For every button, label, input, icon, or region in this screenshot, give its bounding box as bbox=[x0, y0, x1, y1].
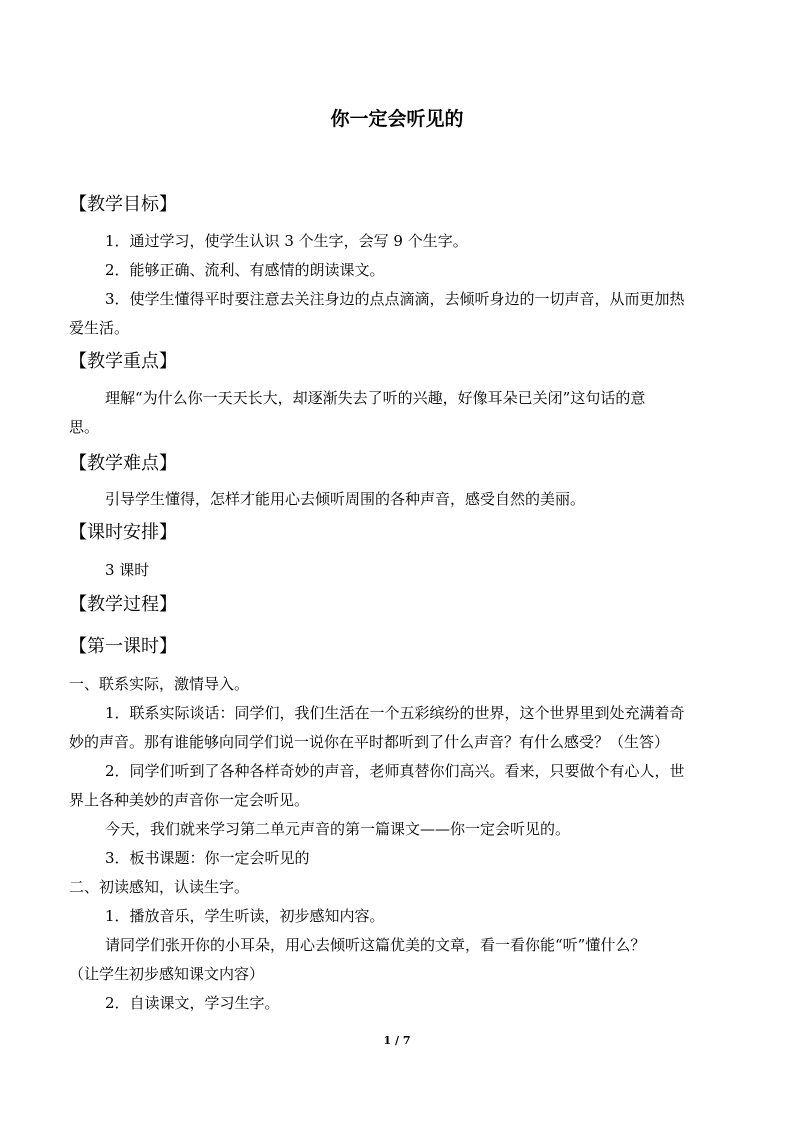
heading-schedule: 【课时安排】 bbox=[69, 522, 177, 543]
goal-item: 1．通过学习，使学生认识 3 个生字，会写 9 个生字。 bbox=[105, 232, 468, 250]
body-paragraph-continuation: 界上各种美妙的声音你一定会听见。 bbox=[69, 791, 310, 809]
heading-teaching-goals: 【教学目标】 bbox=[69, 194, 177, 215]
key-point-text-continuation: 思。 bbox=[69, 418, 100, 436]
body-paragraph: 1．联系实际谈话：同学们，我们生活在一个五彩缤纷的世界，这个世界里到处充满着奇 bbox=[105, 704, 685, 722]
body-paragraph: 今天，我们就来学习第二单元声音的第一篇课文——你一定会听见的。 bbox=[105, 820, 571, 838]
section-heading: 一、联系实际，激情导入。 bbox=[69, 675, 250, 693]
goal-item: 3．使学生懂得平时要注意去关注身边的点点滴滴，去倾听身边的一切声音，从而更加热 bbox=[105, 290, 685, 308]
heading-difficulties: 【教学难点】 bbox=[69, 453, 177, 474]
body-paragraph: 2．自读课文，学习生字。 bbox=[105, 994, 280, 1012]
body-paragraph: 1．播放音乐，学生听读，初步感知内容。 bbox=[105, 907, 385, 925]
body-paragraph: 2．同学们听到了各种各样奇妙的声音，老师真替你们高兴。看来，只要做个有心人，世 bbox=[105, 762, 685, 780]
body-paragraph-continuation: 妙的声音。那有谁能够向同学们说一说你在平时都听到了什么声音？有什么感受？（生答） bbox=[69, 733, 670, 751]
goal-item-continuation: 爱生活。 bbox=[69, 319, 130, 337]
heading-first-lesson: 【第一课时】 bbox=[69, 636, 177, 657]
section-heading: 二、初读感知，认读生字。 bbox=[69, 878, 250, 896]
body-paragraph-continuation: （让学生初步感知课文内容） bbox=[69, 965, 265, 983]
body-paragraph: 请同学们张开你的小耳朵，用心去倾听这篇优美的文章，看一看你能“听”懂什么？ bbox=[105, 936, 646, 954]
goal-item: 2．能够正确、流利、有感情的朗读课文。 bbox=[105, 261, 385, 279]
schedule-text: 3 课时 bbox=[105, 561, 150, 579]
page-title: 你一定会听见的 bbox=[330, 108, 464, 130]
difficulty-text: 引导学生懂得，怎样才能用心去倾听周围的各种声音，感受自然的美丽。 bbox=[105, 490, 586, 508]
heading-teaching-process: 【教学过程】 bbox=[69, 594, 177, 615]
body-paragraph: 3．板书课题：你一定会听见的 bbox=[105, 849, 310, 867]
page-number: 1 / 7 bbox=[383, 1034, 411, 1047]
heading-key-points: 【教学重点】 bbox=[69, 351, 177, 372]
key-point-text: 理解“为什么你一天天长大，却逐渐失去了听的兴趣，好像耳朵已关闭”这句话的意 bbox=[105, 389, 646, 407]
